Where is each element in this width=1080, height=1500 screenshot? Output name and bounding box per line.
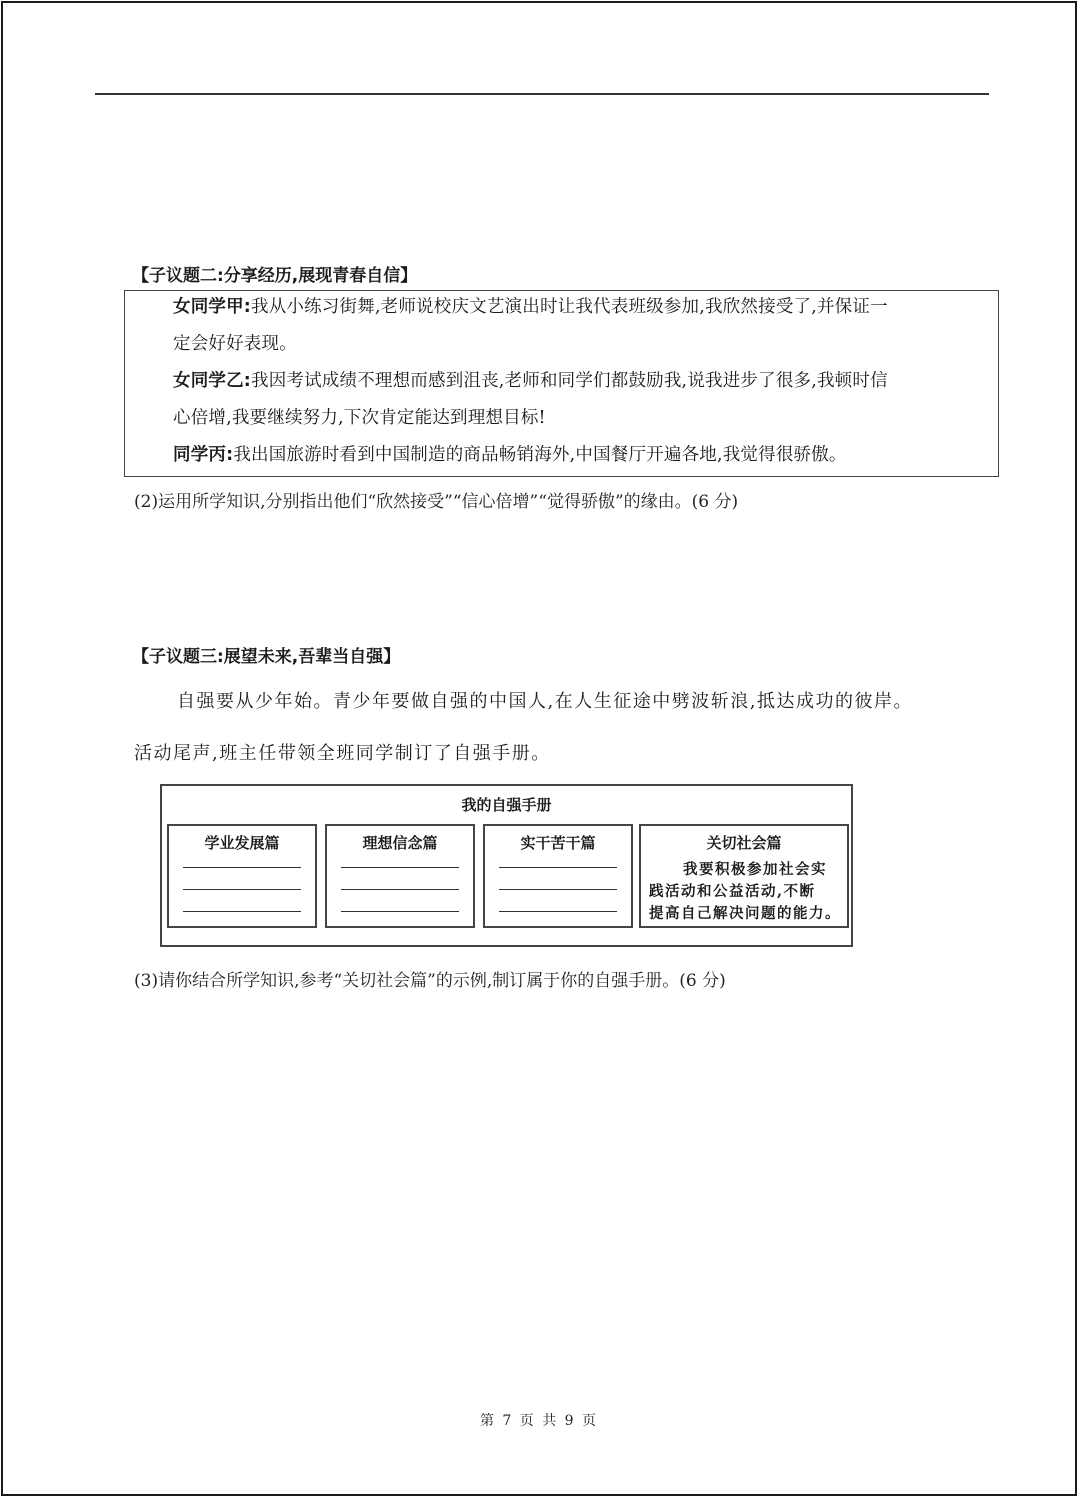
student-quotes-box — [124, 290, 999, 477]
blank-line — [341, 911, 459, 912]
blank-line — [183, 911, 301, 912]
section3-paragraph-line1: 自强要从少年始。青少年要做自强的中国人,在人生征途中劈波斩浪,抵达成功的彼岸。 — [177, 691, 913, 712]
blank-line — [183, 867, 301, 868]
exam-page — [1, 1, 1077, 1496]
handbook-cell-society — [639, 824, 849, 928]
page-number: 第 7 页 共 9 页 — [479, 1413, 599, 1429]
handbook-cell-academic — [167, 824, 317, 928]
blank-line — [499, 889, 617, 890]
handbook-example-line3: 提高自己解决问题的能力。 — [649, 905, 841, 922]
quote-b-line1 — [173, 367, 888, 392]
header-divider — [95, 93, 989, 95]
blank-line — [341, 889, 459, 890]
blank-line — [499, 911, 617, 912]
question-3: (3)请你结合所学知识,参考“关切社会篇”的示例,制订属于你的自强手册。(6 分) — [134, 971, 726, 991]
blank-line — [499, 867, 617, 868]
handbook-cell-title: 实干苦干篇 — [520, 834, 596, 852]
blank-line — [183, 889, 301, 890]
handbook-cell-title: 理想信念篇 — [362, 834, 438, 852]
handbook-cell-title: 关切社会篇 — [706, 834, 782, 852]
handbook-example-line1: 我要积极参加社会实 — [683, 861, 827, 878]
handbook-cell-ideals — [325, 824, 475, 928]
question-2: (2)运用所学知识,分别指出他们“欣然接受”“信心倍增”“觉得骄傲”的缘由。(6 分) — [134, 492, 739, 512]
section3-title: 【子议题三:展望未来,吾辈当自强】 — [132, 647, 401, 667]
quote-a-text: 我从小练习街舞,老师说校庆文艺演出时让我代表班级参加,我欣然接受了,并保证一 — [251, 297, 888, 317]
quote-b-text: 我因考试成绩不理想而感到沮丧,老师和同学们都鼓励我,说我进步了很多,我顿时信 — [251, 371, 888, 391]
quote-a-line2: 定会好好表现。 — [173, 334, 297, 354]
speaker-a: 女同学甲: — [173, 297, 251, 317]
speaker-b: 女同学乙: — [173, 371, 251, 391]
section2-title: 【子议题二:分享经历,展现青春自信】 — [132, 266, 418, 286]
quote-c-text: 我出国旅游时看到中国制造的商品畅销海外,中国餐厅开遍各地,我觉得很骄傲。 — [233, 445, 847, 465]
section3-paragraph-line2: 活动尾声,班主任带领全班同学制订了自强手册。 — [134, 743, 551, 764]
speaker-c: 同学丙: — [173, 445, 234, 465]
quote-b-line2: 心倍增,我要继续努力,下次肯定能达到理想目标! — [173, 408, 546, 428]
handbook-cell-hardwork — [483, 824, 633, 928]
handbook-example-line2: 践活动和公益活动,不断 — [649, 883, 816, 900]
quote-a-line1 — [173, 293, 888, 318]
handbook-title: 我的自强手册 — [461, 796, 552, 814]
quote-c-line1 — [173, 441, 847, 466]
blank-line — [341, 867, 459, 868]
self-improvement-handbook — [160, 784, 853, 947]
handbook-cell-title: 学业发展篇 — [204, 834, 280, 852]
